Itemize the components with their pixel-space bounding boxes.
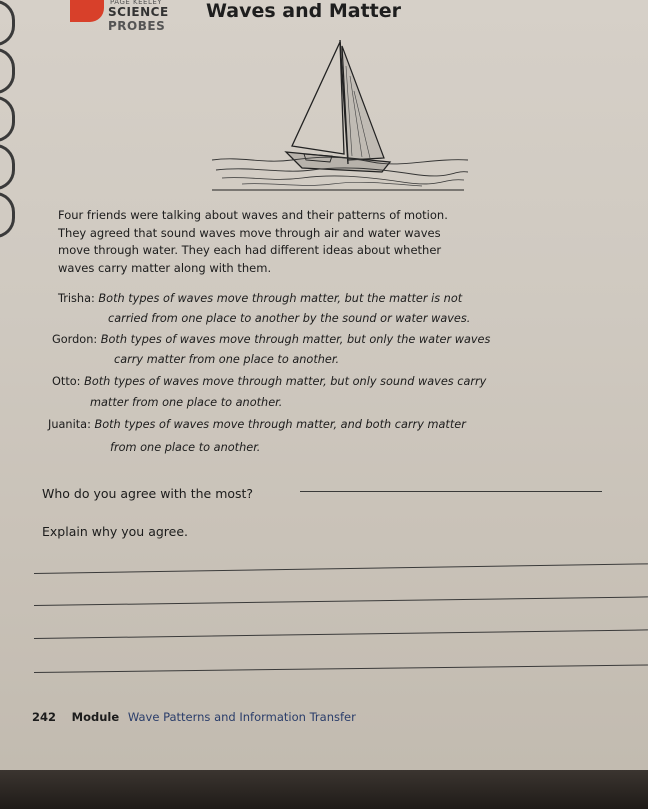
page-title: Waves and Matter [206,0,402,22]
quote-juanita-continued: from one place to another. [110,441,261,454]
page-number: 242 [32,710,57,724]
sailboat-illustration [212,36,468,194]
speaker-name: Trisha: [58,292,95,305]
logo-kicker: PAGE KEELEY [110,0,163,6]
quote-gordon-continued: carry matter from one place to another. [114,353,340,366]
explain-answer-line-2[interactable] [34,596,648,606]
science-probes-logo [70,0,190,36]
quote-otto [52,375,486,388]
quote-juanita [48,418,466,431]
intro-line: waves carry matter along with them. [58,260,272,275]
intro-line: They agreed that sound waves move through air and water waves [58,225,441,240]
quote-trisha [58,292,462,305]
intro-line: Four friends were talking about waves and their patterns of motion. [58,208,448,222]
binding-ring [0,48,15,94]
speaker-statement: Both types of waves move through matter, but only sound waves carry [84,375,487,388]
explain-answer-line-3[interactable] [34,629,648,639]
binding-ring [0,144,15,190]
spiral-binding [0,0,16,320]
agree-question: Who do you agree with the most? [42,486,254,501]
speaker-statement: Both types of waves move through matter, but only the water waves [100,333,491,346]
module-label: Module [71,710,120,724]
speaker-name: Juanita: [48,418,91,431]
binding-ring [0,0,15,46]
binding-ring [0,96,15,142]
logo-probes-text: PROBES [108,19,166,33]
logo-badge-icon [70,0,104,22]
intro-line: move through water. They each had different ideas about whether [58,243,442,257]
quote-trisha-continued: carried from one place to another by the sound or water waves. [108,312,471,325]
speaker-statement: Both types of waves move through matter, but the matter is not [98,292,463,305]
binding-ring [0,192,15,238]
quote-otto-continued: matter from one place to another. [90,396,283,409]
logo-science-text: SCIENCE [108,5,169,19]
explain-answer-line-1[interactable] [34,563,648,574]
agree-answer-line[interactable] [300,491,602,492]
quote-gordon [52,333,490,346]
module-topic: Wave Patterns and Information Transfer [127,710,356,724]
explain-answer-line-4[interactable] [34,664,648,673]
speaker-statement: Both types of waves move through matter, and both carry matter [94,418,466,431]
speaker-name: Otto: [52,375,81,388]
page-footer [32,710,356,724]
intro-paragraph [58,207,508,277]
speaker-name: Gordon: [52,333,98,346]
explain-question: Explain why you agree. [42,524,189,539]
desk-background [0,770,648,809]
